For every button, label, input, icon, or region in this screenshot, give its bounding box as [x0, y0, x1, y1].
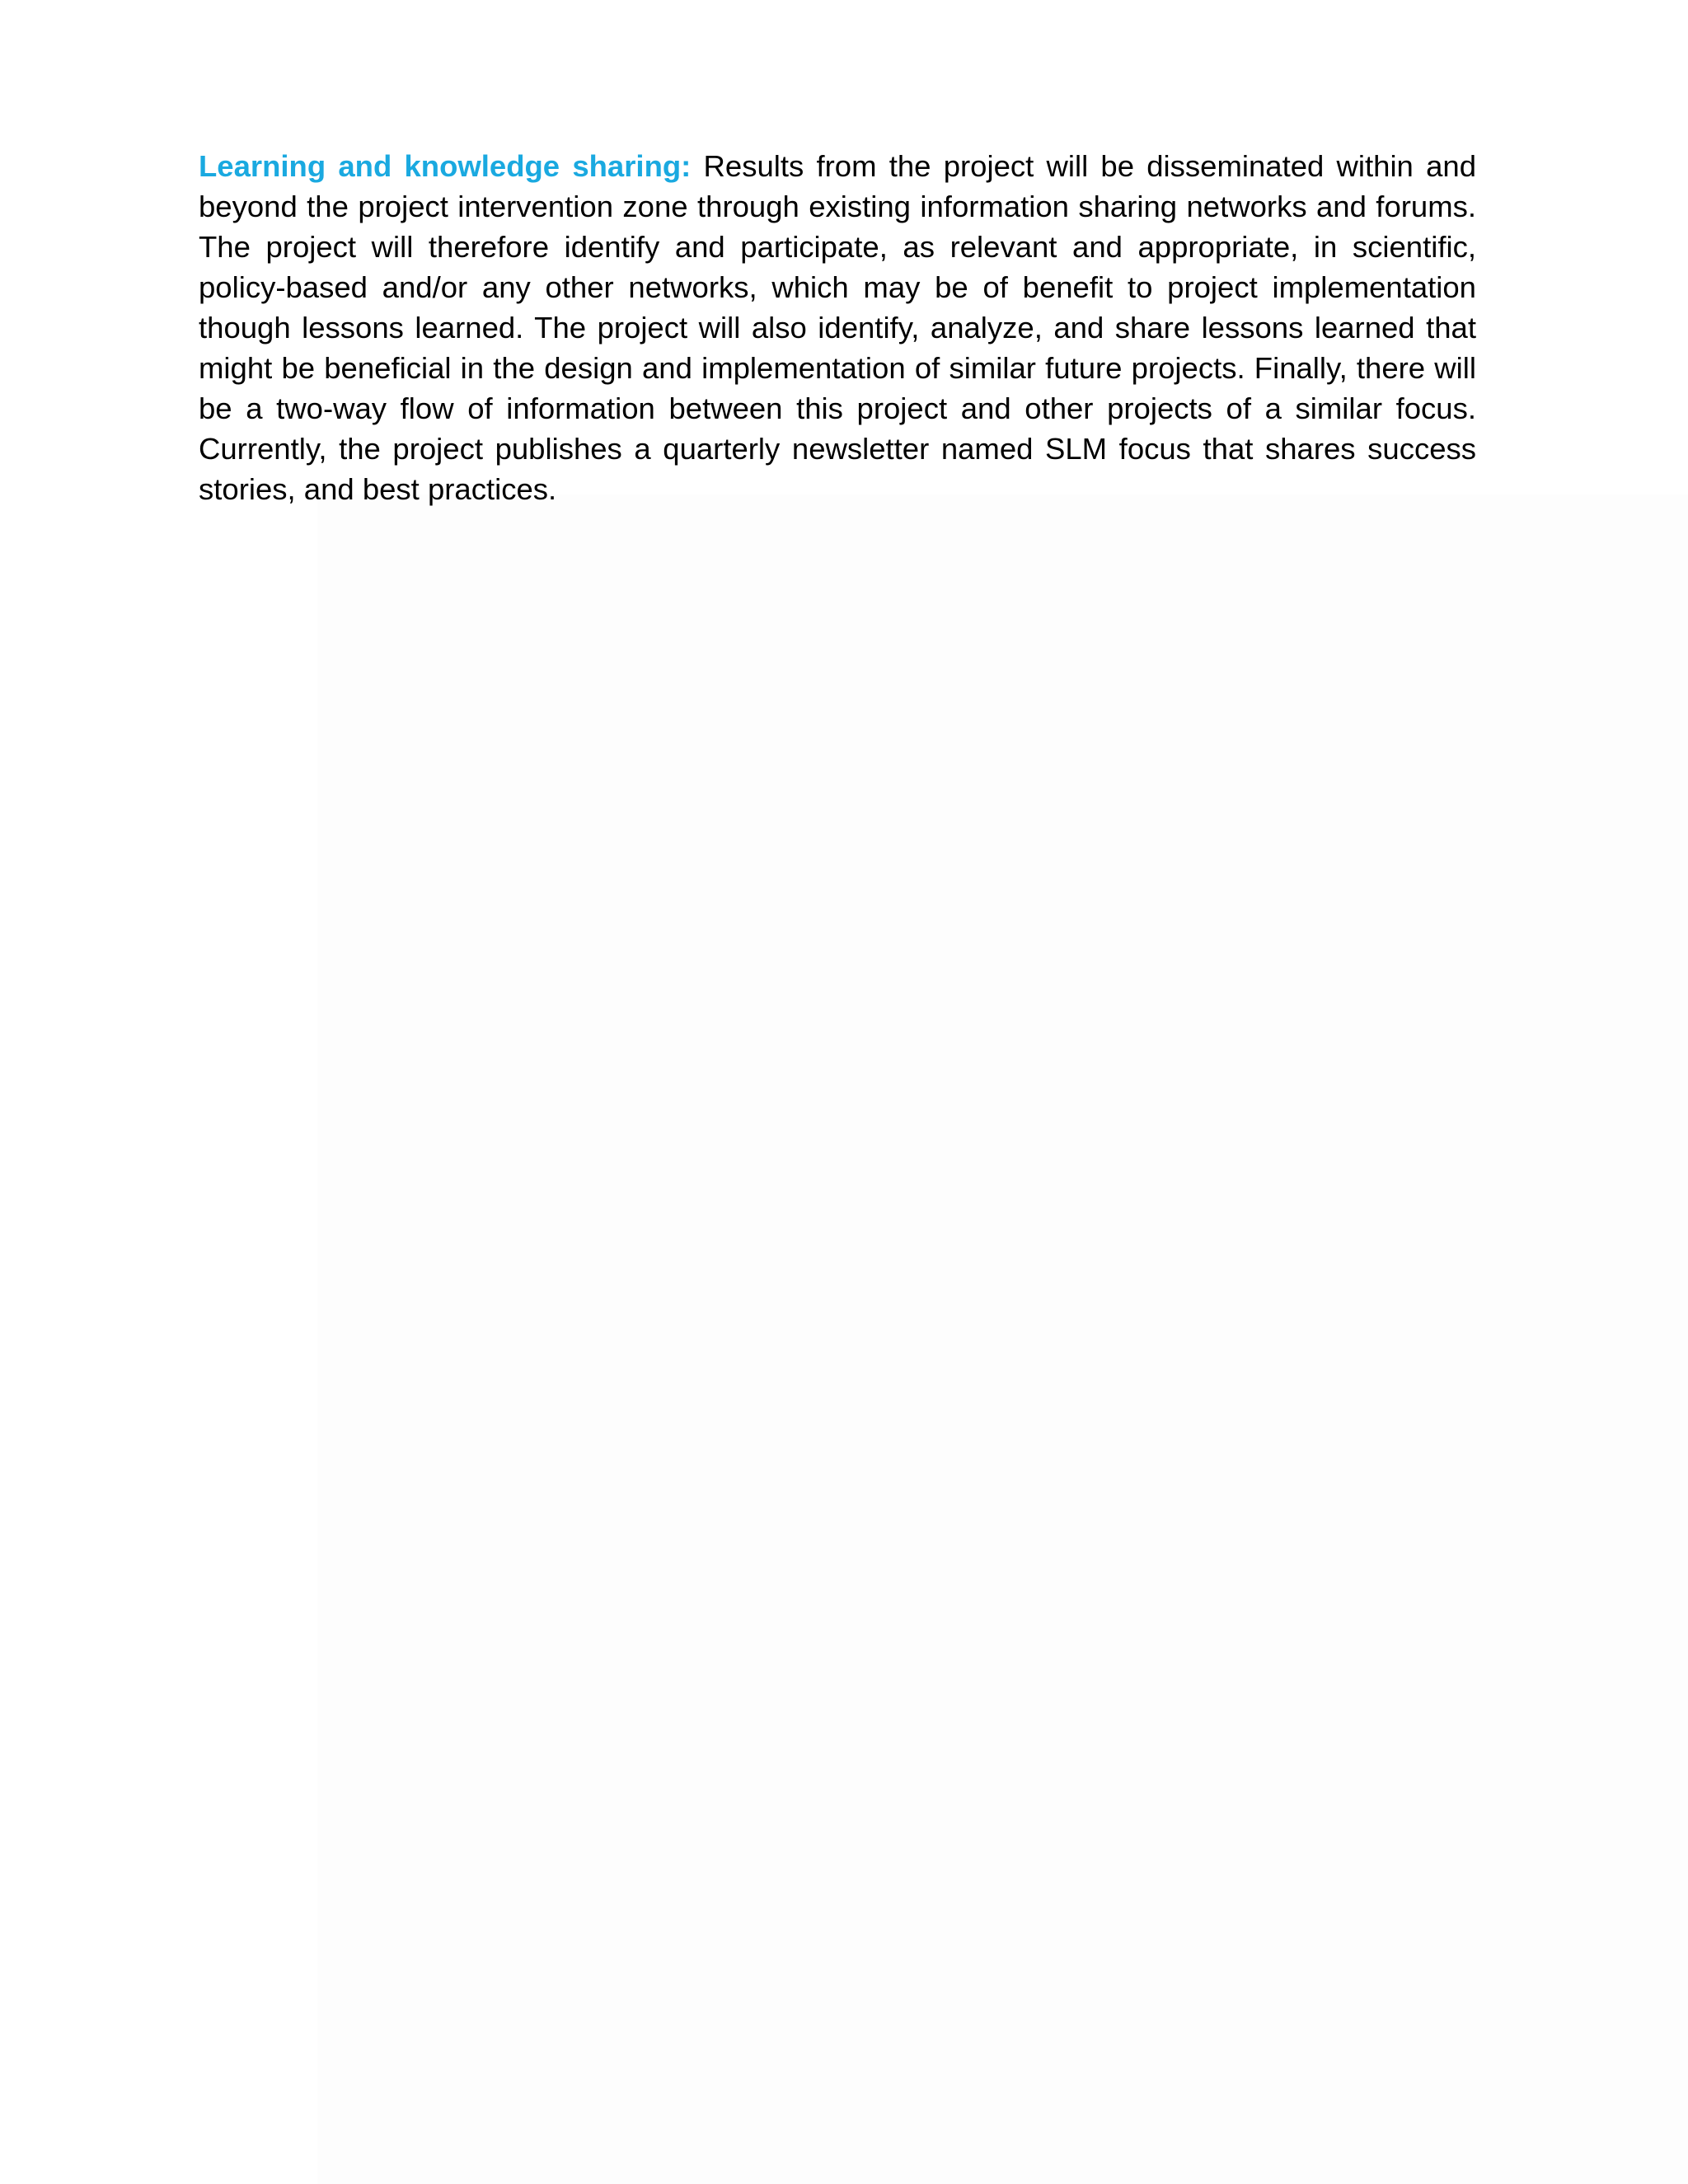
page-background-shade — [317, 494, 1688, 2184]
section-lead-heading: Learning and knowledge sharing: — [199, 149, 692, 183]
paragraph-body-text: Results from the project will be disseminated within and beyond the project intervention zone through existing information sharing networks and forums. The project will therefore identify and participate, as relevant and appropriate, in scientific, policy-based and/or any other networks, which may be of benefit to project implementation though lessons learned. The project will also identify, analyze, and share lessons learned that might be beneficial in the design and implementation of similar future projects. Finally, there will be a two-way flow of information between this project and other projects of a similar focus. Currently, the project publishes a quarterly newsletter named SLM focus that shares success stories, and best practices. — [199, 149, 1476, 506]
knowledge-sharing-paragraph — [199, 146, 1476, 509]
